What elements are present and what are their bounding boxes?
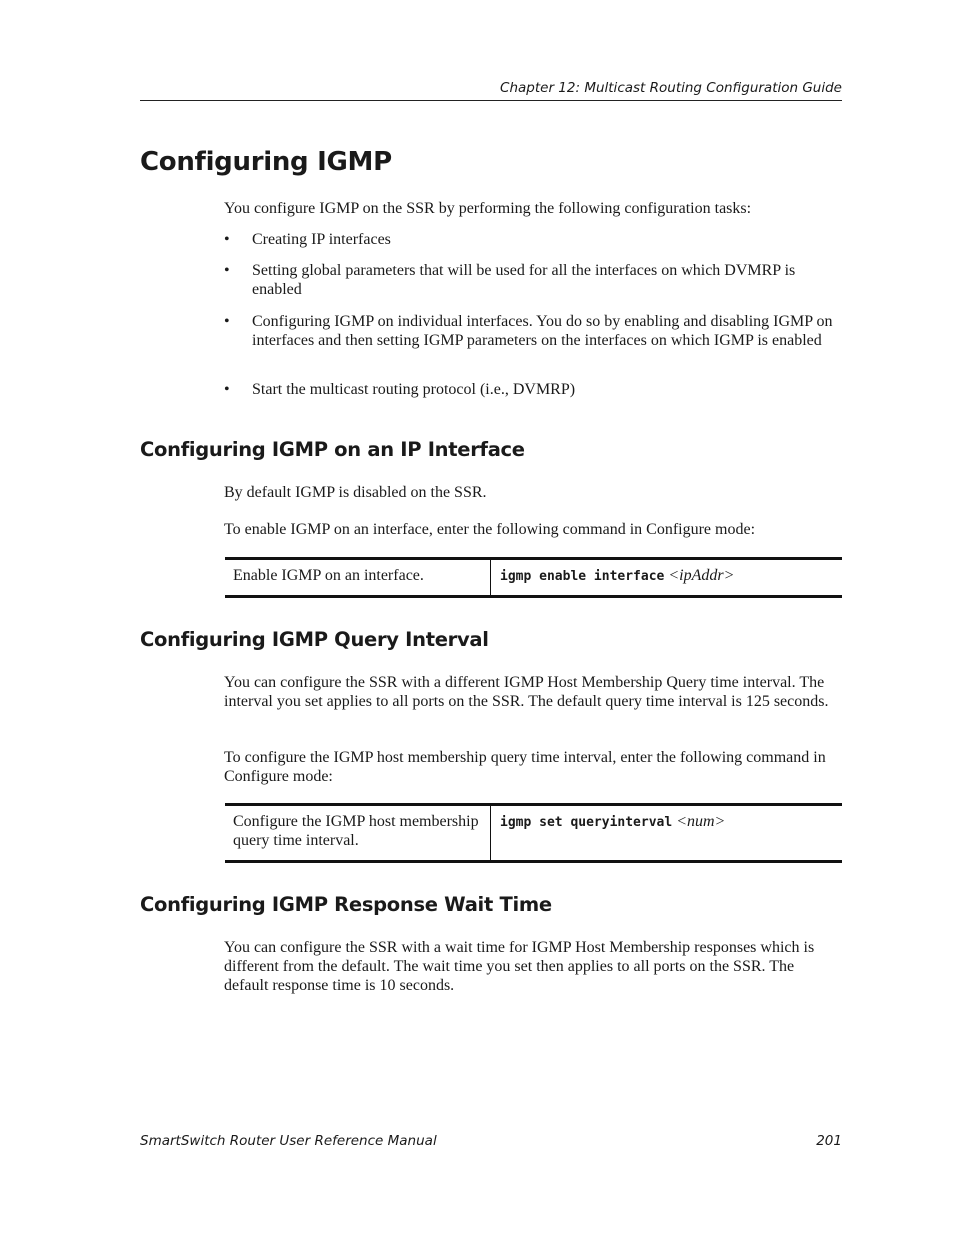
command-syntax [491,560,842,595]
bullet-marker: • [224,262,230,279]
query-interval-paragraph-1: You can configure the SSR with a different IGMP Host Membership Query time interval. The interval you set applies to all ports on the SSR. The default query time interval is 125 seconds. [224,674,829,710]
ip-interface-paragraph-1: By default IGMP is disabled on the SSR. [224,484,487,501]
section-heading-query-interval: Configuring IGMP Query Interval [140,628,489,651]
command-description: Configure the IGMP host membership query time interval. [225,806,491,860]
chapter-title: Chapter 12: Multicast Routing Configuration Guide [500,80,842,96]
command-keyword: igmp enable interface [500,569,665,584]
bullet-marker: • [224,231,230,248]
list-item-text: Configuring IGMP on individual interfaces. You do so by enabling and disabling IGMP on interfaces and then setting IGMP parameters on the interfaces on which IGMP is enabled [252,313,833,349]
bullet-marker: • [224,381,230,398]
running-header [140,78,842,101]
page-title: Configuring IGMP [140,147,392,177]
footer-manual-title: SmartSwitch Router User Reference Manual [140,1133,437,1149]
footer-page-number: 201 [816,1133,842,1149]
section-heading-response-wait: Configuring IGMP Response Wait Time [140,893,552,916]
command-argument: <num> [676,813,726,830]
ip-interface-paragraph-2: To enable IGMP on an interface, enter the following command in Configure mode: [224,521,756,538]
section-heading-ip-interface: Configuring IGMP on an IP Interface [140,438,525,461]
list-item-text: Creating IP interfaces [252,231,391,248]
command-keyword: igmp set queryinterval [500,815,673,830]
list-item-text: Start the multicast routing protocol (i.e., DVMRP) [252,381,576,398]
bullet-marker: • [224,313,230,330]
list-item-text: Setting global parameters that will be used for all the interfaces on which DVMRP is enabled [252,262,796,298]
intro-paragraph: You configure IGMP on the SSR by performing the following configuration tasks: [224,200,752,217]
command-description: Enable IGMP on an interface. [225,560,491,595]
command-syntax [491,806,842,860]
command-argument: <ipAddr> [668,567,735,584]
command-table-enable-interface [225,557,842,598]
response-wait-paragraph-1: You can configure the SSR with a wait time for IGMP Host Membership responses which is different from the default. The wait time you set then applies to all ports on the SSR. The default response time is 10 seconds. [224,939,815,994]
command-table-query-interval [225,803,842,863]
query-interval-paragraph-2: To configure the IGMP host membership query time interval, enter the following command in Configure mode: [224,749,826,785]
